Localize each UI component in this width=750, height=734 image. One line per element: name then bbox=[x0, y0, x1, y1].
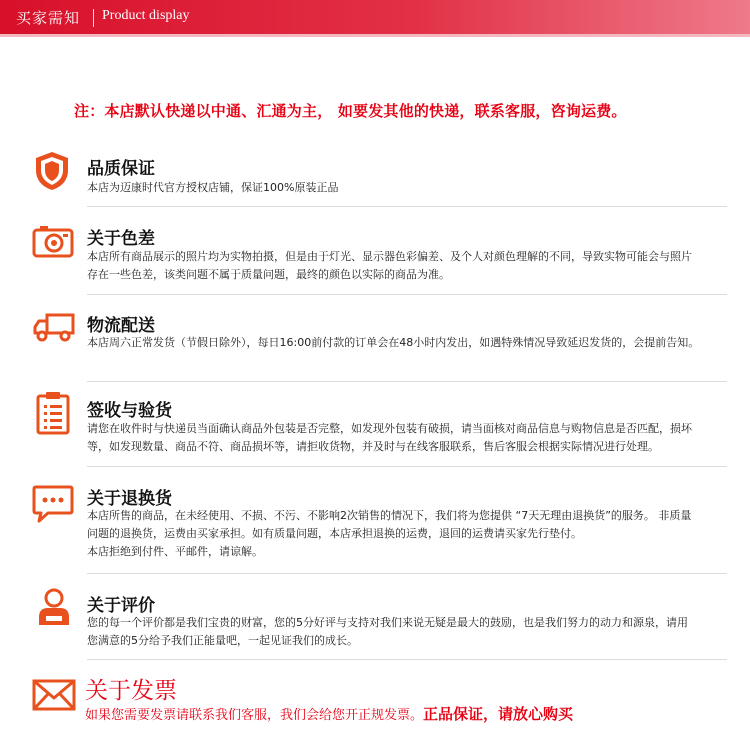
section-divider bbox=[87, 659, 727, 660]
header-subtitle: Product display bbox=[102, 8, 190, 23]
section-line: 存在一些色差，该类问题不属于质量问题，最终的颜色以实际的商品为准。 bbox=[87, 268, 450, 281]
truck-icon bbox=[32, 312, 76, 342]
section-line: 问题的退换货，运费由买家承担。如有质量问题，本店承担退换的运费，退回的运费请买家先行垫付。 bbox=[87, 527, 582, 540]
section-title: 品质保证 bbox=[87, 159, 155, 179]
section-divider bbox=[87, 466, 727, 467]
section-divider bbox=[87, 294, 727, 295]
section-line: 本店所有商品展示的照片均为实物拍摄，但是由于灯光、显示器色彩偏差、及个人对颜色理解的不同，导致实物可能会与照片 bbox=[87, 250, 692, 263]
section-body bbox=[87, 179, 727, 197]
invoice-title: 关于发票 bbox=[85, 678, 177, 704]
header-divider bbox=[93, 9, 94, 27]
clipboard-icon bbox=[36, 391, 70, 435]
shield-icon bbox=[32, 150, 72, 192]
header-stripe bbox=[0, 34, 750, 37]
section-divider bbox=[87, 206, 727, 207]
invoice-text-row bbox=[85, 703, 573, 724]
section-line: 本店拒绝到付件、平邮件，请谅解。 bbox=[87, 545, 263, 558]
page-header bbox=[0, 0, 750, 40]
person-icon bbox=[36, 587, 72, 627]
section-line: 本店周六正常发货（节假日除外），每日16:00前付款的订单会在48小时内发出，如遇特殊情况导致延迟发货的，会提前告知。 bbox=[87, 336, 700, 349]
section-line: 等，如发现数量、商品不符、商品损坏等，请拒收货物，并及时与在线客服联系，售后客服会根据实际情况进行处理。 bbox=[87, 440, 659, 453]
section-body bbox=[87, 507, 727, 561]
section-body bbox=[87, 420, 727, 456]
envelope-icon bbox=[32, 679, 76, 711]
section-line: 本店为迈康时代官方授权店铺，保证100%原装正品 bbox=[87, 181, 339, 194]
camera-icon bbox=[32, 224, 74, 258]
section-line: 请您在收件时与快递员当面确认商品外包装是否完整，如发现外包装有破损，请当面核对商品信息与购物信息是否匹配，损坏 bbox=[87, 422, 692, 435]
section-line: 您满意的5分给予我们正能量吧，一起见证我们的成长。 bbox=[87, 634, 358, 647]
section-divider bbox=[87, 381, 727, 382]
section-title: 关于退换货 bbox=[87, 489, 172, 509]
chat-bubble-icon bbox=[32, 484, 74, 524]
section-title: 关于色差 bbox=[87, 229, 155, 249]
section-line: 本店所售的商品，在未经使用、不损、不污、不影响2次销售的情况下，我们将为您提供 “7天无理由退换货”的服务。 非质量 bbox=[87, 509, 692, 522]
section-body bbox=[87, 248, 727, 284]
header-title: 买家需知 bbox=[16, 9, 81, 27]
invoice-text: 如果您需要发票请联系我们客服，我们会给您开正规发票。 bbox=[85, 708, 424, 723]
section-body bbox=[87, 334, 727, 352]
invoice-emphasis: 正品保证，请放心购买 bbox=[423, 705, 574, 723]
section-line: 您的每一个评价都是我们宝贵的财富，您的5分好评与支持对我们来说无疑是最大的鼓励，也是我们努力的动力和源泉，请用 bbox=[87, 616, 688, 629]
section-title: 关于评价 bbox=[87, 596, 155, 616]
shipping-notice: 注：本店默认快递以中通、汇通为主， 如要发其他的快递，联系客服，咨询运费。 bbox=[74, 102, 627, 120]
section-title: 物流配送 bbox=[87, 316, 155, 336]
section-title: 签收与验货 bbox=[87, 401, 172, 421]
section-divider bbox=[87, 573, 727, 574]
section-body bbox=[87, 614, 727, 650]
